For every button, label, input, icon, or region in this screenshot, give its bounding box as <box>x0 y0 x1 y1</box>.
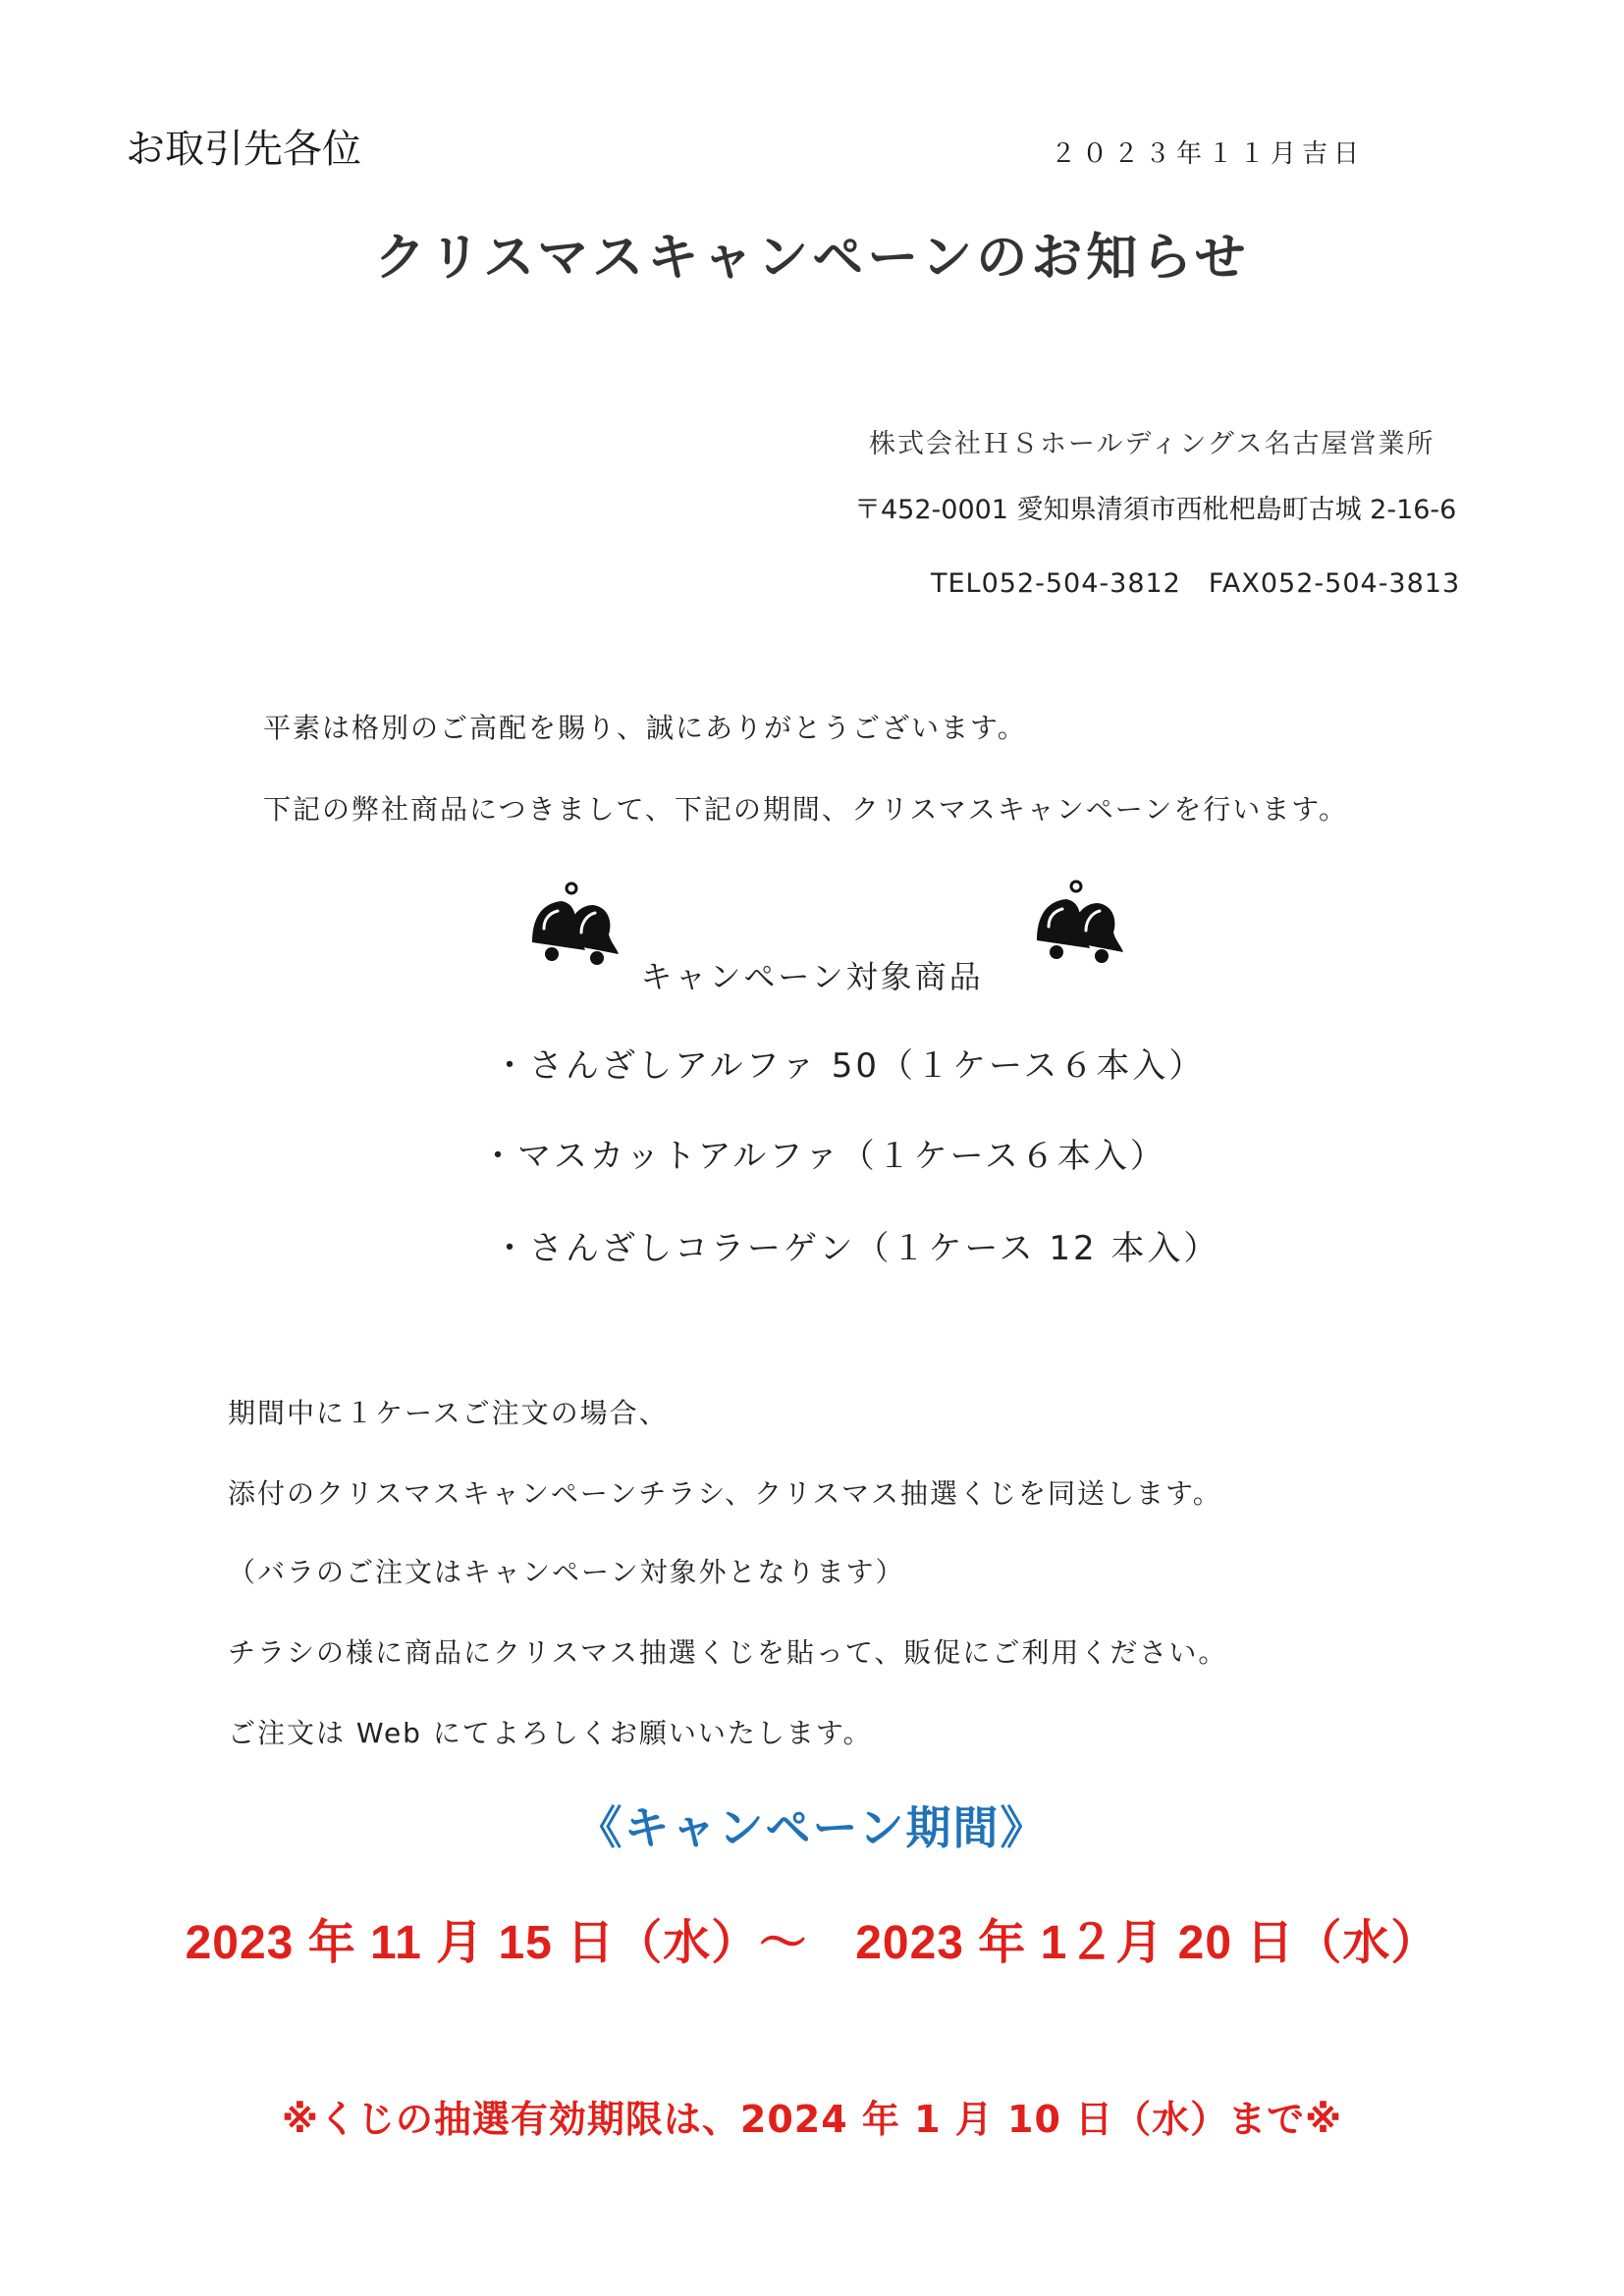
campaign-note: チラシの様に商品にクリスマス抽選くじを貼って、販促にご利用ください。 <box>228 1636 1228 1669</box>
sender-contact: TEL052-504-3812 FAX052-504-3813 <box>931 568 1461 599</box>
greeting-line: 下記の弊社商品につきまして、下記の期間、クリスマスキャンペーンを行います。 <box>263 793 1348 826</box>
campaign-period-range: 2023 年 11 月 15 日（水）～ 2023 年 1２月 20 日（水） <box>185 1917 1439 1969</box>
lottery-deadline-note: ※くじの抽選有効期限は、2024 年 1 月 10 日（水）まで※ <box>281 2098 1343 2141</box>
issue-date: ２０２３年１１月吉日 <box>1051 139 1366 169</box>
campaign-note: 添付のクリスマスキャンペーンチラシ、クリスマス抽選くじを同送します。 <box>228 1477 1222 1510</box>
product-item: ・さんざしコラーゲン（１ケース 12 本入） <box>493 1229 1220 1268</box>
campaign-period-heading: 《キャンペーン期間》 <box>576 1801 1048 1854</box>
campaign-note: 期間中に１ケースご注文の場合、 <box>228 1397 669 1429</box>
recipient-line: お取引先各位 <box>126 127 361 172</box>
sender-company: 株式会社ＨＳホールディングス名古屋営業所 <box>869 429 1435 459</box>
product-item: ・さんざしアルファ 50（１ケース６本入） <box>493 1046 1206 1086</box>
product-item: ・マスカットアルファ（１ケース６本入） <box>481 1137 1166 1176</box>
sender-address: 〒452-0001 愛知県清須市西枇杷島町古城 2-16-6 <box>854 495 1457 525</box>
page-title: クリスマスキャンペーンのお知らせ <box>374 229 1250 288</box>
campaign-note: ご注文は Web にてよろしくお願いいたします。 <box>228 1717 873 1749</box>
products-heading: キャンペーン対象商品 <box>640 958 984 995</box>
campaign-note: （バラのご注文はキャンペーン対象外となります） <box>228 1556 905 1588</box>
greeting-line: 平素は格別のご高配を賜り、誠にありがとうございます。 <box>263 712 1027 744</box>
